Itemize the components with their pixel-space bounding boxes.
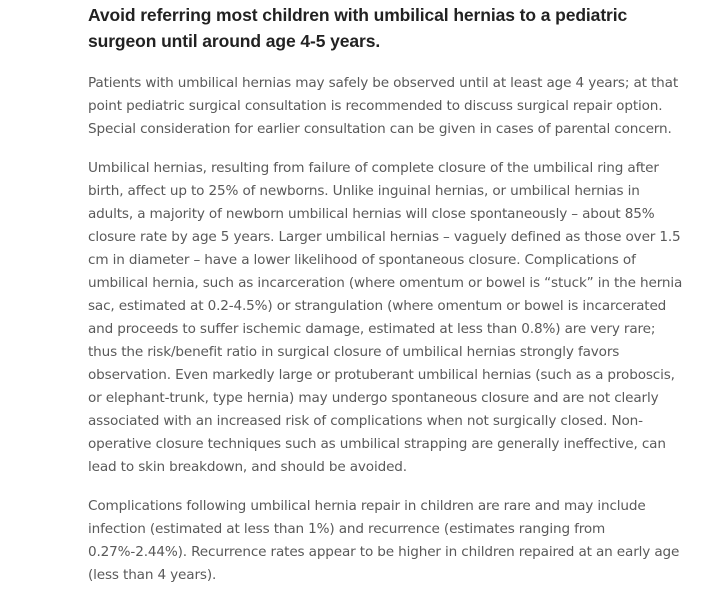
paragraph-background: Umbilical hernias, resulting from failure of complete closure of the umbilical ring after birth, affect up to 25% of newborns. Unlike inguinal hernias, or umbilical hernias in adults, a majority of newborn umbilical hernias will close spontaneously – about 85% closure rate by age 5 years. Larger umbilical hernias – vaguely defined as those over 1.5 cm in diameter – have a lower likelihood of spontaneous closure. Complications of umbilical hernia, such as incarceration (where omentum or bowel is “stuck” in the hernia sac, estimated at 0.2-4.5%) or strangulation (where omentum or bowel is incarcerated and proceeds to suffer ischemic damage, estimated at less than 0.8%) are very rare; thus the risk/benefit ratio in surgical closure of umbilical hernias strongly favors observation. Even markedly large or protuberant umbilical hernias (such as a proboscis, or elephant-trunk, type hernia) may undergo spontaneous closure and are not clearly associated with an increased risk of complications when not surgically closed. Non-operative closure techniques such as umbilical strapping are generally ineffective, can lead to skin breakdown, and should be avoided. [88, 160, 683, 475]
article-content [88, 0, 693, 587]
paragraph-complications: Complications following umbilical hernia repair in children are rare and may include infection (estimated at less than 1%) and recurrence (estimates ranging from 0.27%-2.44%). Recurrence rates appear to be higher in children repaired at an early age (less than 4 years). [88, 498, 680, 583]
paragraph-observation: Patients with umbilical hernias may safely be observed until at least age 4 years; at that point pediatric surgical consultation is recommended to discuss surgical repair option. Special consideration for earlier consultation can be given in cases of parental concern. [88, 75, 678, 137]
recommendation-heading: Avoid referring most children with umbilical hernias to a pediatric surgeon until around age 4-5 years. [88, 5, 628, 51]
